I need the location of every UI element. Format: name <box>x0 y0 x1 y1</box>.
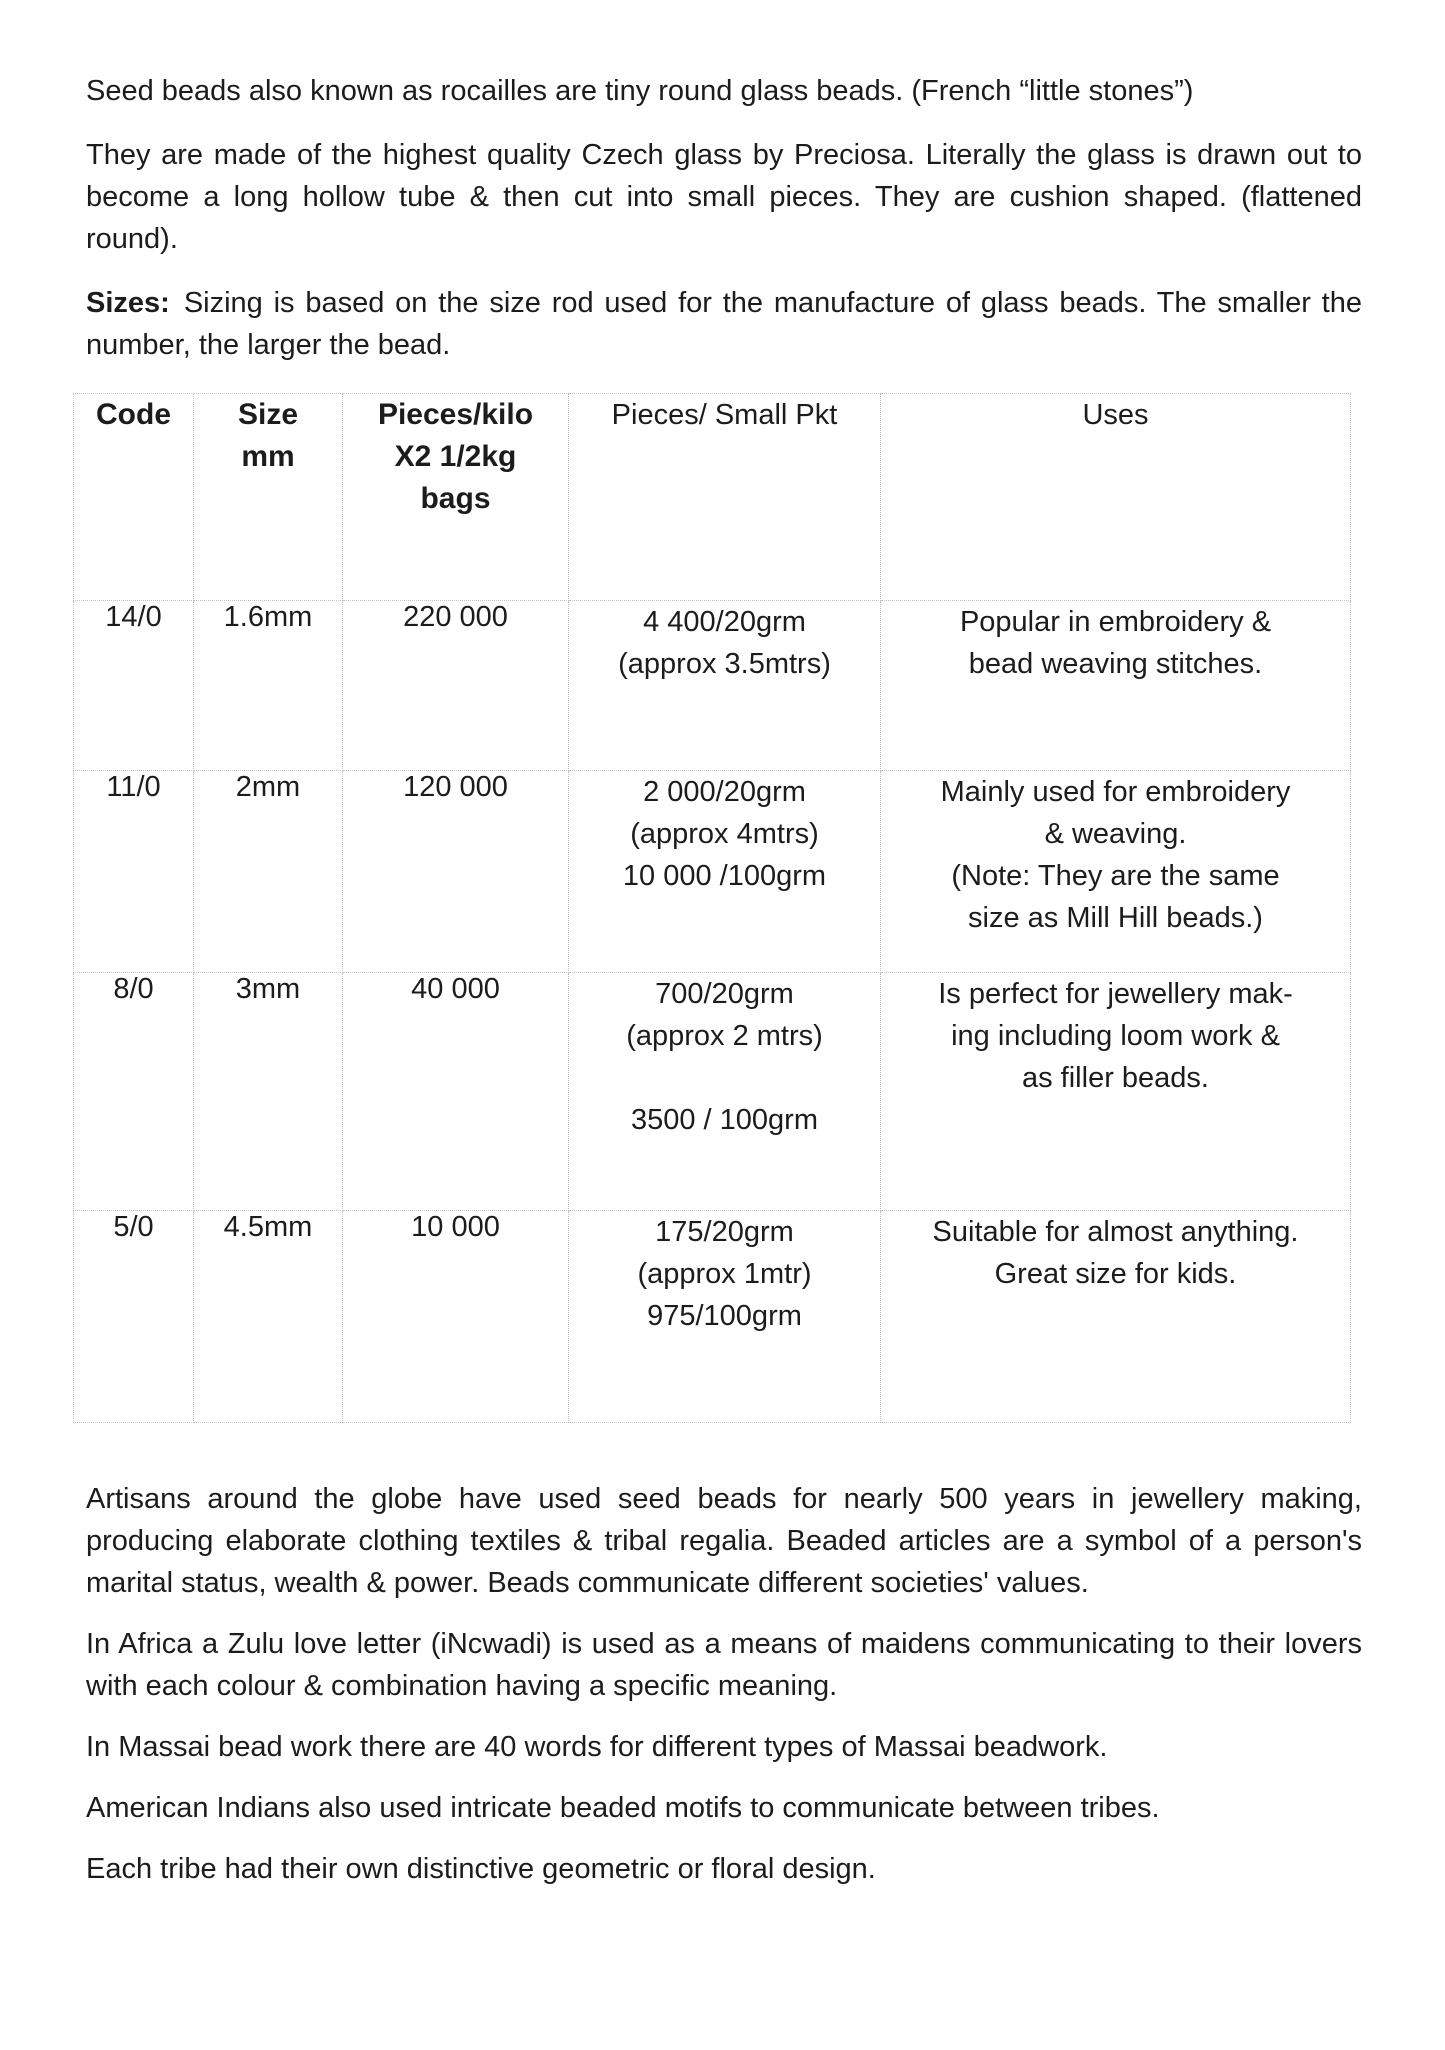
uses-line: size as Mill Hill beads.) <box>968 902 1263 934</box>
header-pieces-kilo-line: Pieces/kilo <box>377 398 534 431</box>
table-row <box>74 1211 1351 1423</box>
cell-uses <box>881 973 1351 1211</box>
outro-paragraph-artisans: Artisans around the globe have used seed beads for nearly 500 years in jewellery making, producing elaborate clothing textiles & tribal regalia. Beaded articles are a symbol of a person's marital status, wealth & power. Beads communicate different societies' values. <box>86 1483 1362 1599</box>
header-pieces-kilo-line: bags <box>420 482 491 515</box>
uses-line: (Note: They are the same <box>951 860 1280 892</box>
uses-line: Suitable for almost anything. <box>932 1216 1299 1248</box>
cell-pieces-kilo: 220 000 <box>343 601 569 771</box>
cell-size: 1.6mm <box>194 601 343 771</box>
outro-paragraph-zulu: In Africa a Zulu love letter (iNcwadi) is used as a means of maidens communicating to their lovers with each colour & combination having a specific meaning. <box>86 1628 1362 1702</box>
cell-small-pkt <box>569 601 881 771</box>
sizes-text: Sizing is based on the size rod used for the manufacture of glass beads. The smaller the number, the larger the bead. <box>86 287 1362 361</box>
table-row <box>74 771 1351 973</box>
intro-section <box>86 70 1362 388</box>
outro-paragraph-massai: In Massai bead work there are 40 words for different types of Massai beadwork. <box>86 1731 1108 1763</box>
uses-line: Is perfect for jewellery mak- <box>938 978 1293 1010</box>
cell-pieces-kilo: 10 000 <box>343 1211 569 1423</box>
uses-line: Mainly used for embroidery <box>940 776 1291 808</box>
cell-small-pkt <box>569 1211 881 1423</box>
cell-uses <box>881 771 1351 973</box>
header-pieces-kilo-line: X2 1/2kg <box>394 440 517 473</box>
small-pkt-line: (approx 2 mtrs) <box>626 1020 823 1052</box>
small-pkt-line: (approx 4mtrs) <box>630 818 819 850</box>
small-pkt-line: (approx 1mtr) <box>637 1258 812 1290</box>
table-header-pieces-kilo <box>343 394 569 601</box>
cell-size: 2mm <box>194 771 343 973</box>
uses-line: ing including loom work & <box>951 1020 1280 1052</box>
small-pkt-line: 10 000 /100grm <box>622 860 827 892</box>
table-header-code: Code <box>74 394 194 601</box>
small-pkt-line: 700/20grm <box>655 978 794 1010</box>
uses-line: & weaving. <box>1044 818 1187 850</box>
cell-small-pkt <box>569 771 881 973</box>
outro-section <box>86 1478 1362 1909</box>
outro-paragraph-american-indians: American Indians also used intricate beaded motifs to communicate between tribes. <box>86 1792 1160 1824</box>
intro-paragraph-sizes <box>86 282 1362 366</box>
uses-line: Popular in embroidery & <box>959 606 1272 638</box>
cell-uses <box>881 601 1351 771</box>
small-pkt-line: 4 400/20grm <box>643 606 806 638</box>
cell-code: 8/0 <box>74 973 194 1211</box>
cell-code: 14/0 <box>74 601 194 771</box>
small-pkt-line: 975/100grm <box>647 1300 802 1332</box>
cell-size: 3mm <box>194 973 343 1211</box>
intro-paragraph-czech-glass: They are made of the highest quality Czech glass by Preciosa. Literally the glass is drawn out to become a long hollow tube & then cut into small pieces. They are cushion shaped. (flattened round). <box>86 139 1362 255</box>
header-size-line: mm <box>241 440 295 473</box>
small-pkt-line <box>569 1057 880 1099</box>
small-pkt-line: 3500 / 100grm <box>630 1104 818 1136</box>
table-header-uses: Uses <box>881 394 1351 601</box>
intro-paragraph-seed-beads: Seed beads also known as rocailles are tiny round glass beads. (French “little stones”) <box>86 75 1194 107</box>
table-header-small-pkt: Pieces/ Small Pkt <box>569 394 881 601</box>
table-row <box>74 973 1351 1211</box>
cell-size: 4.5mm <box>194 1211 343 1423</box>
table-row <box>74 601 1351 771</box>
header-size-line: Size <box>237 398 299 431</box>
outro-paragraph-each-tribe: Each tribe had their own distinctive geometric or floral design. <box>86 1853 876 1885</box>
cell-pieces-kilo: 40 000 <box>343 973 569 1211</box>
cell-uses <box>881 1211 1351 1423</box>
sizes-label: Sizes: <box>86 287 170 319</box>
cell-code: 11/0 <box>74 771 194 973</box>
cell-code: 5/0 <box>74 1211 194 1423</box>
uses-line: Great size for kids. <box>994 1258 1237 1290</box>
uses-line: bead weaving stitches. <box>968 648 1263 680</box>
uses-line: as filler beads. <box>1022 1062 1209 1094</box>
seed-bead-size-table <box>73 393 1351 1423</box>
small-pkt-line: 175/20grm <box>655 1216 794 1248</box>
cell-small-pkt <box>569 973 881 1211</box>
table-header-size <box>194 394 343 601</box>
small-pkt-line: (approx 3.5mtrs) <box>618 648 831 680</box>
cell-pieces-kilo: 120 000 <box>343 771 569 973</box>
small-pkt-line: 2 000/20grm <box>643 776 806 808</box>
table-header-row <box>74 394 1351 601</box>
